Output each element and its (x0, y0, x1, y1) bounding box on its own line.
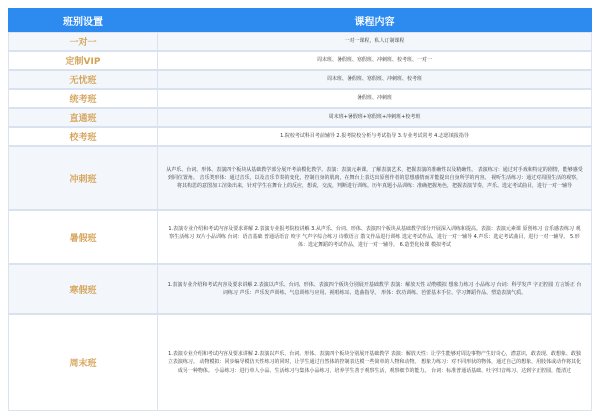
table-row (8, 314, 592, 411)
class-content: 1.院校考试科目考前辅导 2.报考院校分析与考试指导 3.专业考试常考 4.志愿填报指导 (280, 133, 469, 140)
class-content: 1.表演专业介绍和考试内容及要求讲解 2.表演专业报考院校讲解 3.从声乐、台词、形体、表演四个板块从基础教学部分开展深入训练和提高。表演：表演元素课 原创练习 音乐感表练习 观察生活练习 双片小品训练 台词：语音基础 普通话语音 咬字 气声字综合练习 诗歌语言 散文作品进行训练 选定考试作品，进行一对一辅导 4.声乐：选定考试曲目，进行一对一辅导。 5.形体：选定舞蹈的考试作品，进行一对一辅导。 6.造型化妆课 模拟考试 (168, 225, 581, 249)
class-name: 定制VIP (65, 57, 101, 67)
table-row (8, 108, 592, 127)
table-row (8, 70, 592, 89)
table-row (8, 32, 592, 51)
table-header (8, 8, 592, 32)
header-course-content: 课程内容 (158, 8, 592, 32)
class-content: 1.表演专业介绍和考试内容及要求讲解 2.表演以声乐、台词、形体、表演四个板块分别展开基础教学 表演：解放天性：让学生能够对周边事物产生好奇心，潜意识，敢表现、敢想象、敢独立表演练习。 动物模拟：同步编导模仿天性练习的同时，让学生通过自然体的控制表达模一些简单的人物和动物。 想象力练习：对不同形状的物体，通过自己的想象，用肢体或动作将其化成另一种物体。 小品练习：进行单人小品、生活练习与集体小品练习，培养学生善于观察生活，观察细节的能力。 台词：标准普通话基础、吐字归音练习、达到字正腔圆，能清过 (167, 351, 582, 374)
class-name: 一对一 (69, 38, 97, 48)
class-content: 1.表演专业介绍和考试内容及要求讲解 2.表演以声乐、台词、形体、表演四个板块分别展开基础教学 表演：解放天性 动物模拟 想象力练习 小品练习 台词：科学发声 字正腔圆 方言矫正 台词练习 声乐：声乐发声训练、气息训练与应用、视唱练耳、选曲指导。 形体：软功训练、芭蕾基本手位、学习舞蹈作品、塑造表演气质。 (167, 281, 582, 296)
class-name: 统考班 (69, 95, 97, 105)
class-content: 周末班、暑假班、寒假班、冲刺班、校考班、一对一 (316, 57, 432, 64)
class-content: 一对一课程，私人订制课程 (344, 38, 405, 45)
class-content: 周末班、暑假班、寒假班、冲刺班、校考班 (326, 76, 422, 83)
table-row (8, 127, 592, 146)
table-row (8, 146, 592, 210)
class-name: 直通班 (69, 114, 97, 124)
table-row (8, 264, 592, 314)
table-row (8, 89, 592, 108)
class-content: 周末班+暑假班+寒假班+冲刺班+校考班 (328, 114, 421, 121)
class-name: 寒假班 (69, 285, 97, 296)
table-row (8, 210, 592, 264)
class-name: 周末班 (69, 359, 97, 369)
table-row (8, 51, 592, 70)
class-name: 校考班 (69, 133, 97, 143)
class-name: 冲刺班 (69, 174, 97, 185)
header-class-type: 班别设置 (8, 8, 158, 32)
class-content: 从声乐、台词、形体、表演四个板块从基础教学部分展开考前模化教学。表演：表演元素课，了解表演艺术，把握表演的准确性以及精确性。 表演练习：通过对手戏和特定的剧情，能够感受到同位置角。 音乐类形体：通过音乐，以及音乐节奏的变化，控制自身的肌肉，在舞台上表达出原创作者的思想感情而并能提出自身所学的内容。 视听生活练习：通过对周围生活的观察，将其构思的意图加工渲染出来，针对学生在舞台上的反应，想说，交流，判断进行训练。历年真题小品训练：准确把握角色，把握表演节奏，声乐。选定考试曲目，进行一对一辅导 (166, 166, 583, 190)
class-name: 无忧班 (69, 76, 97, 86)
class-name: 暑假班 (69, 233, 97, 244)
class-content: 暑假班、冲刺班 (356, 95, 392, 102)
